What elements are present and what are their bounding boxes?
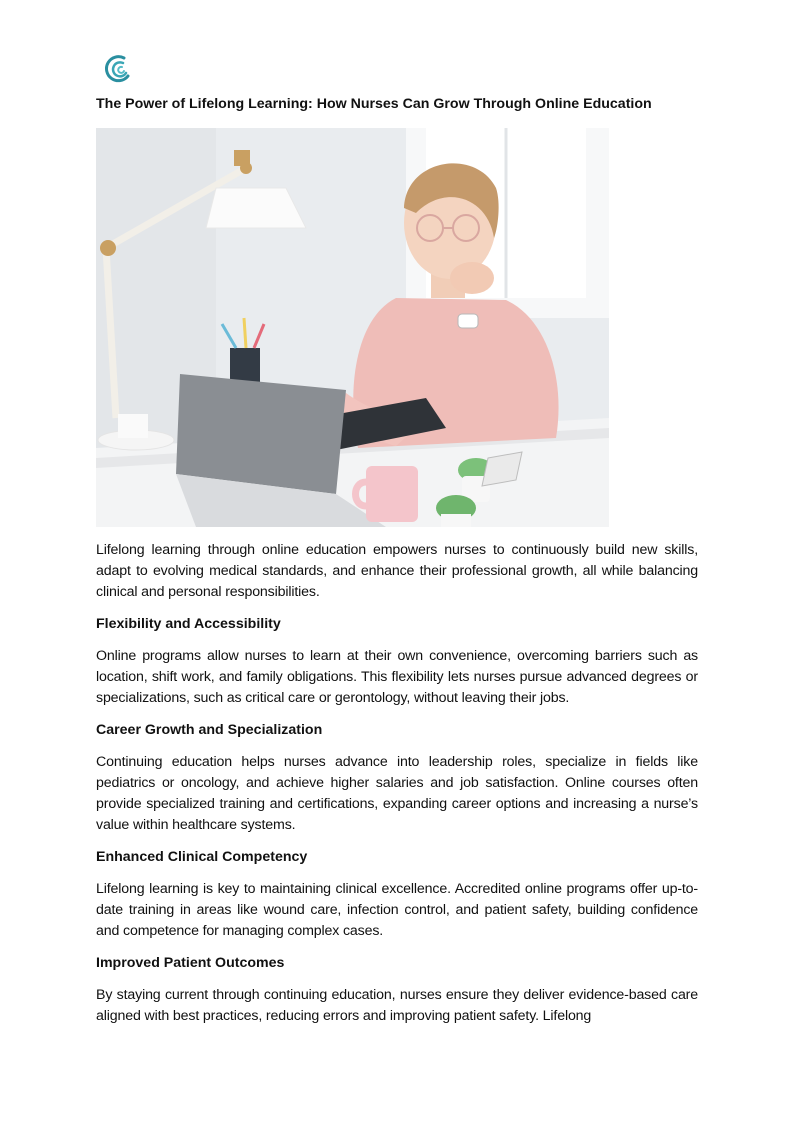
section-heading: Improved Patient Outcomes xyxy=(96,955,285,971)
section-heading: Enhanced Clinical Competency xyxy=(96,849,308,865)
intro-paragraph: Lifelong learning through online education empowers nurses to continuously build new skills, adapt to evolving medical standards, and enhance their professional growth, all while balancing clinical and personal responsibilities. xyxy=(96,542,698,600)
brand-logo-icon xyxy=(102,52,134,84)
section-heading: Career Growth and Specialization xyxy=(96,722,323,738)
section-paragraph: Continuing education helps nurses advance into leadership roles, specialize in fields like pediatrics or oncology, and achieve higher salaries and job satisfaction. Online courses often provide specialized training and certifications, expanding career options and increasing a nurse’s value within healthcare systems. xyxy=(96,754,698,833)
article-body xyxy=(96,540,698,1038)
section-paragraph: Online programs allow nurses to learn at their own convenience, overcoming barriers such as location, shift work, and family obligations. This flexibility lets nurses pursue advanced degrees or specializations, such as critical care or gerontology, without leaving their jobs. xyxy=(96,648,698,706)
section-heading: Flexibility and Accessibility xyxy=(96,616,281,632)
hero-image xyxy=(96,128,609,527)
page-title: The Power of Lifelong Learning: How Nurses Can Grow Through Online Education xyxy=(96,96,652,112)
section-paragraph: Lifelong learning is key to maintaining clinical excellence. Accredited online programs offer up-to-date training in areas like wound care, infection control, and patient safety, building confidence and competence for managing complex cases. xyxy=(96,881,698,939)
section-paragraph: By staying current through continuing education, nurses ensure they deliver evidence-based care aligned with best practices, reducing errors and improving patient safety. Lifelong xyxy=(96,987,698,1024)
